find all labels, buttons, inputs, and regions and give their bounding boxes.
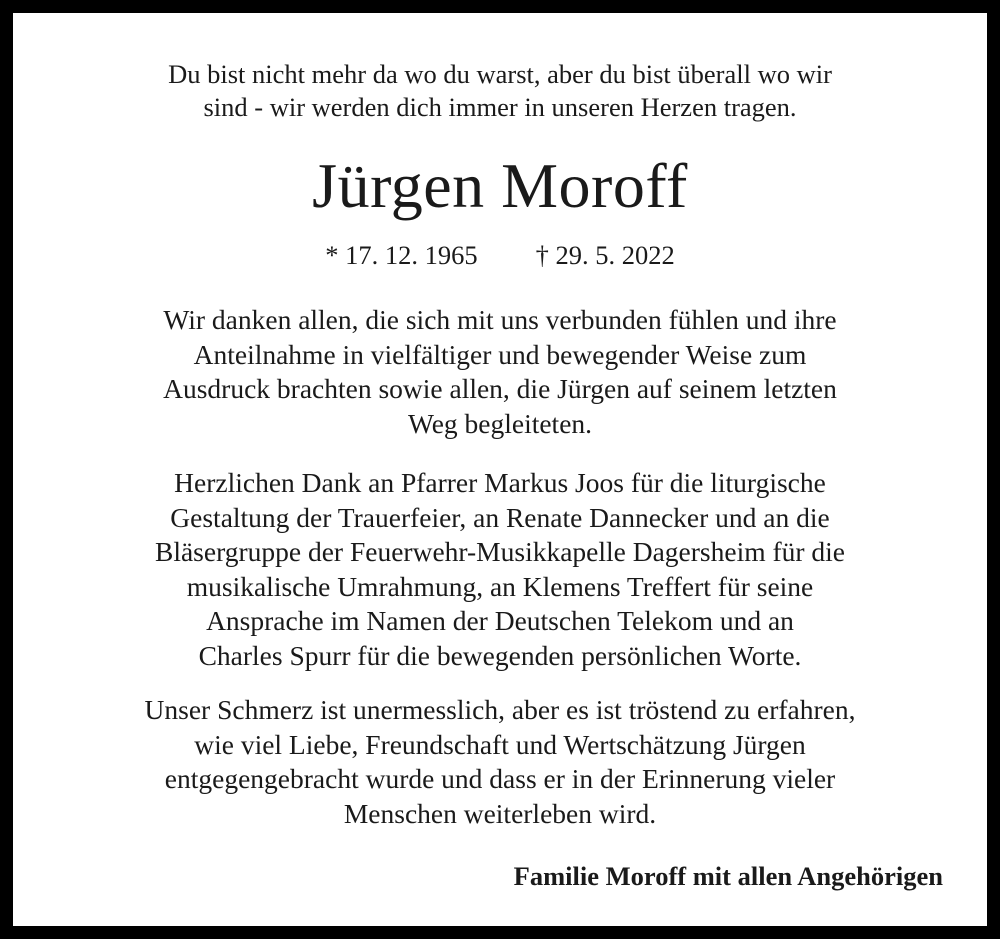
memorial-verse (53, 58, 947, 124)
paragraph-line: Herzlichen Dank an Pfarrer Markus Joos für die liturgische (174, 467, 826, 498)
closing-paragraph (53, 693, 947, 831)
paragraph-line: Charles Spurr für die bewegenden persönlichen Worte. (198, 639, 802, 671)
paragraph-line: Ansprache im Namen der Deutschen Telekom und an (206, 605, 794, 636)
paragraph-line: Anteilnahme in vielfältiger und bewegender Weise zum (193, 338, 807, 370)
paragraph-line: Bläsergruppe der Feuerwehr-Musikkapelle Dagersheim für die (154, 536, 846, 567)
paragraph-line: entgegengebracht wurde und dass er in der Erinnerung vieler (164, 763, 836, 794)
paragraph-line: Wir danken allen, die sich mit uns verbunden fühlen und ihre (163, 304, 837, 335)
paragraph-line: Ausdruck brachten sowie allen, die Jürgen auf seinem letzten (163, 373, 837, 404)
thanks-paragraph (53, 303, 947, 441)
paragraph-line: wie viel Liebe, Freundschaft und Wertschätzung Jürgen (194, 728, 806, 760)
paragraph-line: Weg begleiteten. (407, 407, 593, 439)
life-dates (13, 235, 987, 275)
death-date: † 29. 5. 2022 (535, 240, 675, 270)
paragraph-line: Unser Schmerz ist unermesslich, aber es ist tröstend zu erfahren, (144, 694, 856, 725)
deceased-name: Jürgen Moroff (312, 150, 688, 221)
birth-date: * 17. 12. 1965 (325, 240, 478, 270)
acknowledgements-paragraph (53, 466, 947, 673)
paragraph-line: musikalische Umrahmung, an Klemens Treffert für seine (186, 570, 814, 602)
paragraph-line: Gestaltung der Trauerfeier, an Renate Dannecker und an die (170, 501, 830, 533)
verse-line: Du bist nicht mehr da wo du warst, aber du bist überall wo wir (168, 59, 832, 89)
family-signature: Familie Moroff mit allen Angehörigen (513, 861, 943, 891)
paragraph-line: Menschen weiterleben wird. (343, 797, 657, 829)
verse-line: sind - wir werden dich immer in unseren Herzen tragen. (203, 92, 797, 122)
